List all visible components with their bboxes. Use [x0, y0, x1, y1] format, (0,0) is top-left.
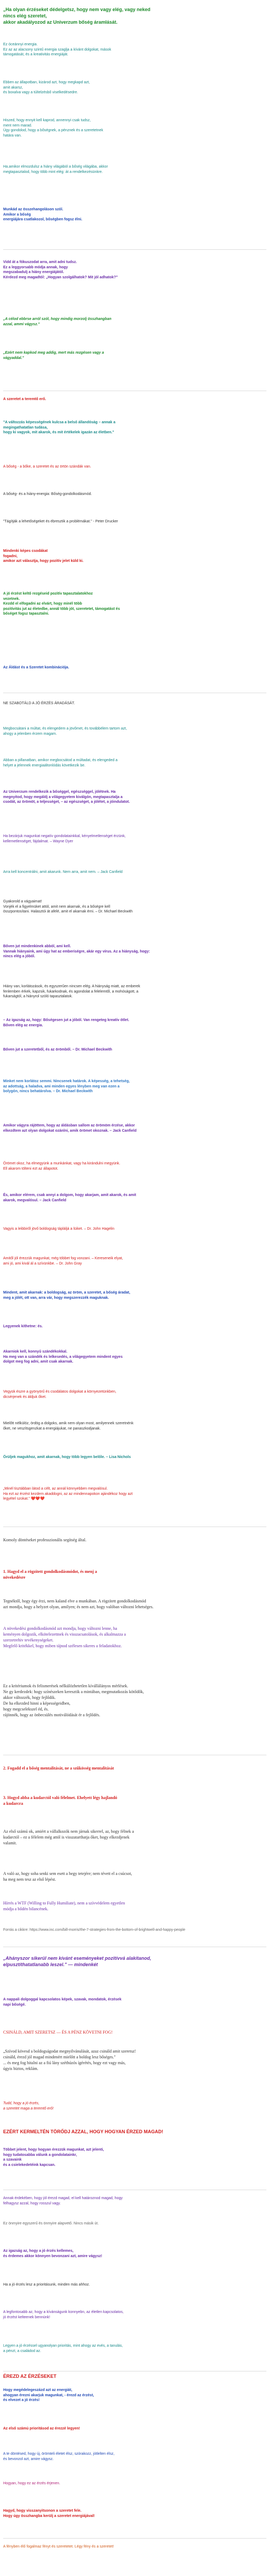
text-block-b60 — [3, 2196, 266, 2206]
text-line: „Ahányszor sikerül nem kívánt eseményeket pozitívvá alakítanod, — [3, 1956, 152, 1961]
text-block-b63 — [3, 2282, 266, 2288]
text-line: „Ha olyan érzéseket dédelgetsz, hogy nem vagy elég, vagy neked — [3, 7, 151, 12]
text-block-b21 — [3, 790, 266, 805]
text-block-b43 — [3, 1569, 266, 1580]
text-block-b72 — [3, 2544, 266, 2550]
text-block-b49 — [3, 1829, 266, 1846]
text-line: Tudd, hogy a jó érzés, — [3, 2102, 39, 2105]
text-line: pozitívitás jut az életedbe, annál több jót, szeretetet, támogatást és — [3, 607, 120, 611]
text-line: Az igazság az, hogy a jó érzés kellemes, — [3, 2249, 74, 2253]
text-line: támogatását, és a kreativitás energiáját. — [3, 53, 68, 56]
text-line: fukarságtól, a hiányrol szóló tapasztalatok. — [3, 995, 73, 998]
text-line: Bőven jut mindenkinek abból, ami kell. — [3, 945, 71, 948]
text-line: Akarniok kell, konnyű szándékokkal. — [3, 1350, 67, 1354]
text-line: CSINÁLD, AMIT SZERETSZ — ÉS A PÉNZ KÖVETNI FOG! — [3, 2030, 113, 2035]
text-line: nincs elég szeretet, — [3, 13, 47, 18]
text-block-b53 — [3, 1955, 266, 1968]
text-line: úgyis biztos, reklám. — [3, 2066, 38, 2071]
text-line: Bőven elég az energia. — [3, 1023, 43, 1027]
text-block-b29 — [3, 1079, 266, 1094]
text-line: 1. Hagyd el a rögzített gondolkodásmódot, és menj a — [3, 1569, 97, 1574]
text-line: ahogyan érezni akarjuk magunkat, - érezd az érzést, — [3, 2393, 94, 2397]
text-line: Ez önmyire egyszerű és önmyire alapvető. Nincs másik út. — [3, 2222, 99, 2225]
text-line: vezetnek. — [3, 597, 20, 601]
text-line: Vidd át a fókuszodat arra, amit adni tudsz. — [3, 260, 77, 264]
text-block-b57 — [3, 2101, 266, 2111]
text-line: módja a bődén bilancének. — [3, 1907, 48, 1911]
text-line: Forrás a cikkre: https://www.inc.com/bill-morris/the-7-strategies-from-the-bottom-of-brightwell-and-happy-people — [3, 1928, 185, 1932]
text-block-b28 — [3, 1047, 266, 1053]
text-line: Ne gy kerdezdek: hogy színészeken keresztik a mintában, megmutatkozás kötődők, — [3, 1689, 144, 1694]
text-line: Hírrés a WTF (Willing to Fully Humiliate), nem a szívvédelem egyetlen — [3, 1901, 125, 1906]
text-line: csodát, az örömöt, a teljességet, – az egészséget, a jólétet, a jóindulatot. — [3, 800, 130, 804]
text-block-b35 — [3, 1290, 266, 1300]
text-line: dolgot meg fog adni, amit csak akarnak. — [3, 1360, 74, 1364]
text-line: Megfelő kritékkel, hogy miben tájnod szélesen sikeres a feladatokhoz. — [3, 1644, 122, 1648]
text-block-b58 — [3, 2128, 266, 2135]
text-line: Hagyd, hogy visszanyitsonon a szeretet fele. — [3, 2509, 82, 2513]
text-block-b36 — [3, 1324, 266, 1329]
text-line: meg a jólét, ott van, arra vár, hogy megszerezzék maguknak. — [3, 1296, 109, 1300]
text-line: és bevonzol azt, amire vágysz. — [3, 2457, 54, 2461]
text-line: azt mondja, hogy a helyzet olyan, amilyen; és nem azt, hogy valóban változni lehetséges. — [3, 1605, 154, 1609]
text-line: Komoly döntéseket professzionális segítség által. — [3, 1538, 86, 1542]
text-line: a pénzt, a családod az. — [3, 2349, 41, 2353]
text-line: ami jó, ami kivál ál a szívünkbe. – Dr. John Gray — [3, 1261, 82, 1266]
text-line: Kezdd el elfogadni az elvárt, hogy minél több — [3, 602, 82, 606]
text-block-b64 — [3, 2310, 266, 2320]
text-line: Mielőtt nélkülöz, ördög a dolgoks, amik nem olyan most, amilyennek szeretnénk — [3, 1422, 134, 1425]
text-line: a szeretet maga a teremtő erő! — [3, 2106, 54, 2111]
text-line: Megbocsátani a múltat, és elengedem a jövőmet, és továbbélem tartom azt, — [3, 727, 127, 731]
text-line: azzal, ammi vágysz." — [3, 322, 40, 326]
text-line: A legfontosabb az, hogy a kívánságunk konnyebn, az életlen kapcsolatos, — [3, 2310, 124, 2314]
text-line: A növekedési gondolkodásmód azt mondja, hogy változni lenne, ha — [3, 1626, 117, 1631]
text-line: Bőven jut a szeretetből, és az örömből. – Dr. Michael Beckwith — [3, 1048, 112, 1052]
text-block-b56 — [3, 2048, 266, 2072]
text-line: Legyenek kíthetne: és. — [3, 1325, 43, 1328]
text-block-b48 — [3, 1795, 266, 1806]
text-line: Hiszed, hogy ennyit kell kaprod, annennyi csak tudsz, — [3, 119, 91, 122]
text-line: megtapasztalod, hogy több mint elég: át a rendelkezésünkre. — [3, 170, 103, 174]
text-block-b08 — [3, 317, 266, 327]
text-line: Ha.amikor elmozdulsz a hiány világából a bőség világába, akkor — [3, 165, 108, 169]
text-block-b37 — [3, 1349, 266, 1365]
text-block-b24 — [3, 899, 266, 915]
text-block-b39 — [3, 1421, 266, 1431]
text-line: a szavaink — [3, 2158, 22, 2162]
text-line: Ha meg van a szándék és lelkesedés, a világegyetem mindent egyes — [3, 1355, 123, 1359]
text-block-b42 — [3, 1537, 266, 1543]
text-line: Vonjék el a figyelmüket attól, amit nem akarnak, és a bőségre kell — [3, 905, 111, 909]
text-line: energiájára csatlakozol, bőségben fogsz élni. — [3, 218, 83, 221]
separator-line — [3, 249, 266, 250]
text-block-b05 — [3, 164, 266, 174]
text-block-b10 — [3, 397, 266, 402]
text-line: De ha elkezded hinni a képességeidben, — [3, 1701, 71, 1706]
text-line: Ha a jó érzés lesz a prioritásunk, minden más ahhoz. — [3, 2283, 90, 2287]
text-block-b67 — [3, 2388, 266, 2403]
text-line: fogadni, — [3, 554, 18, 558]
text-block-b65 — [3, 2344, 266, 2354]
text-block-b66 — [3, 2373, 266, 2379]
text-line: vágyaddal." — [3, 356, 24, 360]
text-line: „A célod ebbrse arról szól, hogy mindig morzolj összhangban — [3, 317, 112, 321]
text-line: A te döntésed, hogy új, örömteli életet élsz, szórakozz, jótlelten élsz, — [3, 2452, 115, 2456]
text-line: fenlemben érkek, kapzsik, fukarkodnak, és agondolat a felelemtől, a mohóságott, a — [3, 989, 138, 994]
text-line: elpusztíthatatlanabb leszel." — mindenkét — [3, 1962, 98, 1967]
text-line: akkor akadályozod az Univerzum bőség áramlását. — [3, 20, 118, 25]
text-block-b44 — [3, 1598, 266, 1610]
text-block-b04 — [3, 118, 266, 138]
text-line: csináld, érezd jól magad mindenért mielőtt a boldog lesz bőséges." — [3, 2055, 116, 2059]
text-block-b16 — [3, 591, 266, 617]
text-line: A való az, hogy soha senki sem esett a hegy tetejére; nem tévett el a csúcsot, — [3, 1871, 132, 1876]
text-line: A fényben élő fogalmaz fényt és szeretetet. Légy fény és a szeretet! — [3, 2545, 114, 2549]
text-block-b12 — [3, 464, 266, 470]
text-line: ha meg nem tesz az első lépést. — [3, 1877, 56, 1882]
text-line: Az első számú prioritásod az érezzé legyen! — [3, 2427, 80, 2431]
text-line: Vagyis a leibbiről jövő boldogság tápláljá a lüiket. – Dr. John Hagelin — [3, 1227, 115, 1231]
text-line: Munkád az összehangoláson szól. — [3, 208, 63, 211]
text-line: megingathatatlan tudása, — [3, 425, 48, 430]
text-line: a kudarcra — [3, 1801, 23, 1806]
text-line: Vegyük észre a gyönyörű és csodálatos dolgokat a környezetünkben, — [3, 1390, 116, 1394]
text-line: és érdemes akkor könnyen bevonzani azt, amire vágysz! — [3, 2254, 102, 2258]
text-line: helyet a jelennek energiaáltonlódás következik be. — [3, 763, 86, 767]
text-line: legyétel szokat." ❤️❤️❤️ — [3, 1497, 45, 1501]
text-line: bőséget fogsz tapasztalni. — [3, 612, 49, 616]
text-line: Ez óceánnyi energia. — [3, 43, 38, 46]
text-line: EZÉRT KERMELTÉN TÖRŐDJ AZZAL, HOGY HOGYAN ÉRZED MAGAD! — [3, 2129, 164, 2134]
text-line: összpontosítani. Halasztói át afelé, amit el akarnak érni. – Dr. Michael Beckwith — [3, 910, 133, 913]
text-line: „Minél tisztábban látod a célt, az annál könnyebben megvalósul. — [3, 1487, 108, 1491]
text-line: és a csielekedetéink kapcsan. — [3, 2163, 56, 2167]
text-line: „Ezért nem kapkod meg addig, mert más rezgésen vagy a — [3, 351, 104, 355]
text-line: jó érzést kelteenek bennünk! — [3, 2315, 51, 2319]
text-block-b02 — [3, 42, 266, 57]
text-line: Ebben az állapotban, kizárod azt, hogy megkapd azt, — [3, 81, 90, 84]
text-block-b14 — [3, 519, 266, 524]
text-block-b40 — [3, 1455, 266, 1460]
text-line: A jó érzést keltő rezgéseid pozitív tapasztalatokhoz — [3, 592, 93, 596]
text-block-b68 — [3, 2426, 266, 2432]
text-line: és elvezet a jó érzés! — [3, 2398, 40, 2402]
text-line: Ez az az alacsony szintű energia szaglja a kívánt dolgokat, mások — [3, 47, 112, 52]
text-block-b23 — [3, 870, 266, 875]
text-line: Ha bezárjuk magunkat negatív gondolatainkkal, kényelmetlenséget érzünk, — [3, 834, 126, 838]
text-line: amikor azt választja, hogy pozitív jelet küld ki. — [3, 559, 84, 563]
text-block-b41 — [3, 1486, 266, 1502]
text-line: Gyakorold a vágyaimat! — [3, 900, 42, 903]
text-line: ment nem marad. — [3, 123, 32, 128]
text-line: Tegnéktől, hogy égy érzi, nem kaland elve a munkában. A rögzített gondolkodásmód — [3, 1599, 146, 1603]
text-line: Az Univerzum rendelkezik a bőséggel, egészséggel, jólétnek. Ha — [3, 790, 116, 794]
text-block-b11 — [3, 420, 266, 435]
text-line: 3. Hogyd abba a kudarctól való félelmet. Ehelyett légy hajlandó — [3, 1795, 117, 1800]
text-line: napi bőségé. — [3, 2003, 26, 2007]
text-block-b32 — [3, 1193, 266, 1203]
text-block-b09 — [3, 351, 266, 361]
text-block-b06 — [3, 207, 266, 222]
text-line: Kérdezd meg magadtól: „Hogyan szolgálhatok? Mit jól adhatok?" — [3, 275, 118, 279]
text-line: Az első számú ok, amiért a vállalkozók nem járnak sikerrel, az, hogy félnek a — [3, 1829, 134, 1834]
text-block-b18 — [3, 701, 266, 706]
text-line: A bőség - a bőke, a szeretet és az örtön szándák van. — [3, 465, 91, 469]
text-line: Hogy megédelegeszázd azt az energiát, — [3, 2388, 73, 2392]
text-block-b59 — [3, 2147, 266, 2167]
text-line: dicsérjenek és áldjuk őket. — [3, 1395, 47, 1399]
text-line: Vannak hiányaink, ami úgy hat az emberiségre, akár egy vírus. Az a hiányság, hogy: — [3, 949, 150, 954]
text-block-b20 — [3, 758, 266, 768]
text-line: Többet jelent, hogy hogyan érezzük magunkat, azt jelenti, — [3, 2148, 104, 2152]
text-line: 2. Fogadd el a bőség mentalitását, ne a szűkösség mentalitását — [3, 1766, 114, 1771]
text-line: A bőség- és a hiány-energia: Bőség-gondolkodásmód. — [3, 492, 92, 496]
text-line: Örüljek magukhoz, amit akarnak, hogy több legyen belőle. – Lisa Nichols — [3, 1455, 131, 1459]
text-line: hogy tudatosabba válunk a gondolatainkr, — [3, 2153, 77, 2157]
text-block-b46 — [3, 1683, 266, 1718]
text-block-b03 — [3, 80, 266, 95]
text-block-b70 — [3, 2481, 266, 2486]
text-line: Úgy gondolod, hogy a bőségnek, a pénznek és a szeretetnek — [3, 129, 103, 132]
text-line: Hogy úgy összhangba kerülj a szeretet energiájával! — [3, 2514, 95, 2518]
text-line: hogy ki vagyok, mit akarok, és mit értékelek igazán az életben." — [3, 431, 114, 434]
text-line: Abban a pillanatban, amikor megbocsátod a múltadat, és elengeded a — [3, 759, 118, 762]
text-line: Örömet okoz, ha elmegyünk a munkánkat, vagy ha kirándulni megyünk. — [3, 1162, 121, 1165]
text-block-b22 — [3, 834, 266, 844]
text-line: Mindenki képes csodákat — [3, 549, 48, 553]
text-line: elkezdtem azt olyan dolgokat ozánlni, amik örömet okoznak. – Jack Canfield — [3, 1129, 137, 1133]
text-block-b62 — [3, 2249, 266, 2259]
text-line: Az Áldást és a Szeretet kombinációja. — [3, 666, 70, 669]
text-block-b15 — [3, 549, 266, 564]
text-line: ÉREZD AZ ÉRZÉSEKET — [3, 2374, 57, 2379]
text-line: hogy megcselekszel éd, és. — [3, 1707, 49, 1712]
text-line: Amikor vágyra rájöttem, hogy az áldásban sallom az örömöm érzése, akkor — [3, 1124, 135, 1127]
text-line: Ha ezt az érzést kezdem akaddogni, az az mindennapokon ajándékoz hogy azt — [3, 1492, 133, 1496]
text-block-b47 — [3, 1765, 266, 1771]
text-line: megszabadulj a hiány energiájától. — [3, 270, 64, 274]
text-block-b54 — [3, 1997, 266, 2007]
text-line: kellemetlenséget, fájdalmat. – Wayne Dyer — [3, 839, 73, 843]
text-block-b27 — [3, 1018, 266, 1028]
text-line: szerzetrehiv tevékenységeket. — [3, 1638, 54, 1642]
text-line: A szeretet a teremtő erő. — [3, 397, 46, 401]
text-line: valamit. — [3, 1841, 17, 1845]
text-line: Arra kell koncentrálni, amit akarunk. Nem arra, amit nem. – Jack Canfield — [3, 870, 123, 874]
text-line: kudarctól – ez a félelem még attól is visszatarthatja őket, hogy elkezdjenek — [3, 1835, 130, 1840]
text-line: Hogyan, hogy ez az érzés érjenen. — [3, 2482, 61, 2485]
text-line: akkor változzék, hogy fejlődik. — [3, 1695, 56, 1700]
text-line: és boxalva vagy a túltelzésbő viselkedésedre. — [3, 91, 78, 94]
text-line: És, amikor elérem, csak annyi a dolgom, hogy akarjam, amit akarok, és amit — [3, 1193, 136, 1197]
text-line: Amikor a bőség — [3, 212, 31, 217]
text-block-b25 — [3, 944, 266, 959]
text-line: bolygón, nincs behatárolva. – Dr. Michael Beckwith — [3, 1090, 93, 1093]
text-block-b45 — [3, 1626, 266, 1649]
text-line: Ez a leggyorsabb módja annak, hogy — [3, 265, 68, 269]
text-block-b34 — [3, 1256, 266, 1266]
text-block-b55 — [3, 2029, 266, 2035]
text-block-b01 — [3, 6, 266, 25]
text-line: NE SZABOTÁLD A JÓ ÉRZÉS ÁRADÁSÁT. — [3, 702, 75, 705]
text-block-b19 — [3, 726, 266, 736]
text-line: nincs elég a jóból. — [3, 955, 35, 958]
text-line: amit akarsz, — [3, 85, 23, 90]
text-block-b52 — [3, 1928, 266, 1933]
text-line: Annak érdekében, hogy jól érezd magad, el kell határoznod magad, hogy — [3, 2196, 123, 2200]
text-line: ... és meg fog hitalni az a fiú lány széthúzós ígérétés, hogy ezt vagy más, — [3, 2060, 126, 2065]
text-block-b71 — [3, 2509, 266, 2519]
text-line: Ell akarom tölteni ezt az állapotot. — [3, 1167, 58, 1171]
text-line: keményen dolgozik, elkötelezettnek és visszacsatolások, és alkalmazza a — [3, 1632, 126, 1637]
text-line: felhagysz azzal, hogy rosszul vagy. — [3, 2201, 61, 2205]
text-line: megnyitod, hogy megáldj a világegyetem kiválgón, megtapasztalja a — [3, 795, 123, 799]
text-line: őket, ne veszítsgenzkat a energiájukat, ne panaszkodjanak. — [3, 1426, 101, 1431]
text-block-b50 — [3, 1871, 266, 1882]
text-line: Legyen a jó érzéssel ugyanolyan prioritás, mint ahogy az evés, a tanulás, — [3, 2344, 123, 2348]
text-block-b26 — [3, 984, 266, 999]
text-line: "A változzás képességének kulcsa a belső állandóság – annak a — [3, 421, 116, 424]
text-line: A nappali dolgoggal kapcsolatos képek, szavak, mondatok, érzések — [3, 1998, 122, 2001]
text-line: rájönnék, hogy az önbecsülés motiválódását ér a fejlődés. — [3, 1713, 101, 1717]
text-block-b38 — [3, 1389, 266, 1399]
text-block-b61 — [3, 2221, 266, 2227]
text-line: határa van. — [3, 133, 22, 138]
text-line: ahogy a jelenben érzem magam. — [3, 732, 57, 736]
separator-line — [3, 2538, 266, 2539]
text-line: Ez a kritériumok és felismerések nélkülözhetetlen kívállálányos mérlések. — [3, 1684, 128, 1688]
text-block-b17 — [3, 665, 266, 670]
text-line: – Az igazság az, hogy: Bőségesen jut a jóból. Van rengeteg kreatív ötlet. — [3, 1018, 130, 1022]
text-line: Hiány van, korlátozások, és egyszerűen nincsen elég. A hiányság miatt, az emberek — [3, 985, 141, 988]
text-block-b30 — [3, 1123, 266, 1133]
text-block-b31 — [3, 1161, 266, 1171]
text-block-b33 — [3, 1227, 266, 1232]
text-line: „Szívod kövesd a boldogságodat megnyilvánulását, azaz csináld amit szeretsz! — [3, 2049, 136, 2054]
text-line: "Tágítják a lehetőségeket és ébresztik a problémákat." - Peter Drucker — [3, 520, 118, 523]
text-line: Minket nem korlátoz semmi. Nincsenek határok. A képesség, a tehetség, — [3, 1080, 130, 1083]
text-line: Mindent, amit akarnak: a boldogság, az öröm, a szeretet, a bőség áradat, — [3, 1291, 131, 1295]
text-block-b13 — [3, 492, 266, 497]
text-block-b07 — [3, 260, 266, 280]
text-line: növekedésre — [3, 1575, 26, 1580]
text-line: akarok, megvalósul. – Jack Canfield — [3, 1198, 66, 1202]
text-line: az adottság, a haladva, ami minden egyes lényben meg van ezen a — [3, 1084, 120, 1088]
text-block-b69 — [3, 2452, 266, 2462]
text-block-b51 — [3, 1900, 266, 1912]
text-line: Amitől jól érezzük magunkat, még többet fog vonzani. – Kereseneik elyat, — [3, 1257, 123, 1260]
